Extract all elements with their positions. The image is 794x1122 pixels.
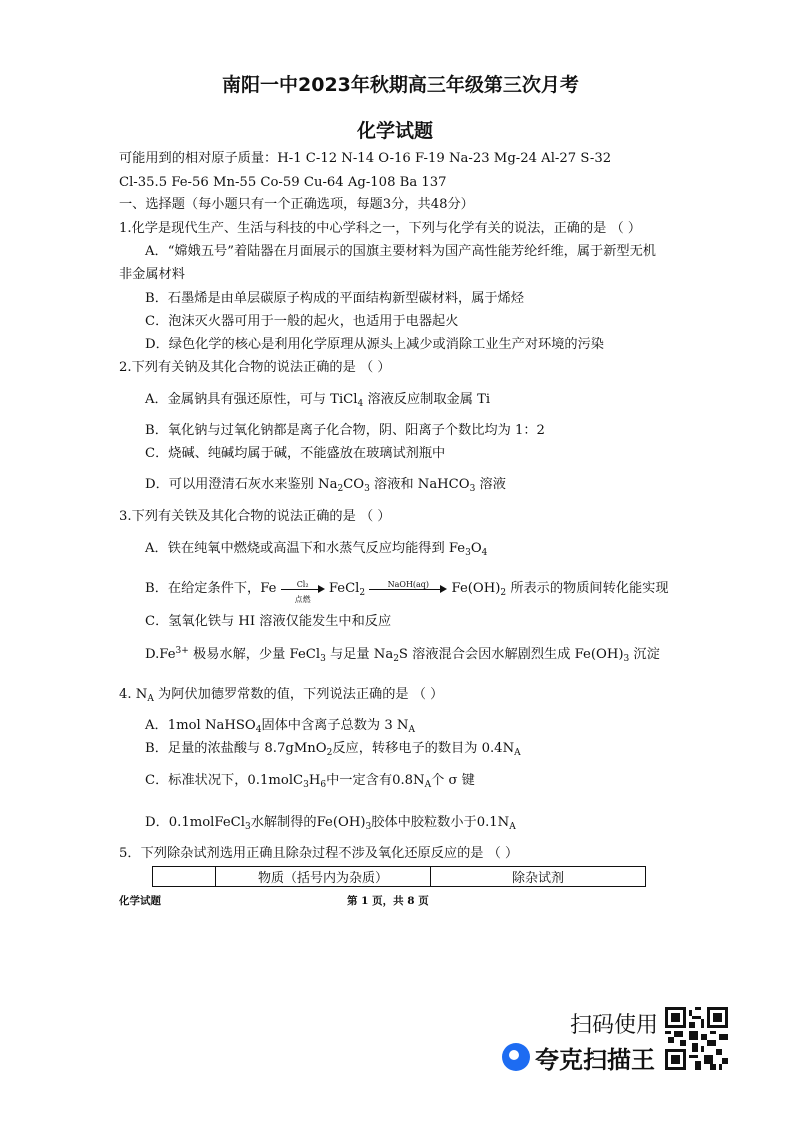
q2-option-b: B．氧化钠与过氧化钠都是离子化合物，阴、阳离子个数比均为 1：2 (145, 423, 545, 438)
q4-option-a: A．1mol NaHSO$_4$固体中含离子总数为 3 $N_A$ (145, 718, 415, 735)
q2-a-text-post: 溶液反应制取金属 Ti (367, 392, 491, 407)
brand-name: 夸克扫描王 (535, 1046, 655, 1074)
q1-option-c: C．泡沫灭火器可用于一般的起火，也适用于电器起火 (145, 314, 459, 329)
q1-option-a-line1: A．“嫦娥五号”着陆器在月面展示的国旗主要材料为国产高性能芳纶纤维，属于新型无机 (145, 244, 656, 259)
q3-b-formula-end: $Fe(OH)_2$ (451, 581, 507, 598)
q2-a-formula: TiCl$_4$ (330, 392, 364, 409)
q2-option-c: C．烧碱、纯碱均属于碱，不能盛放在玻璃试剂瓶中 (145, 446, 446, 461)
q5-stem: 5．下列除杂试剂选用正确且除杂过程不涉及氧化还原反应的是 （ ） (119, 846, 519, 861)
q2-d-text: D．可以用澄清石灰水来鉴别 (145, 477, 314, 492)
q3-b-text: B．在给定条件下，Fe (145, 581, 277, 596)
q4-option-b: B．足量的浓盐酸与 8.7gMnO$_2$反应，转移电子的数目为 $0.4N_A$ (145, 741, 521, 758)
page-title: 南阳一中2023年秋期高三年级第三次月考 (222, 74, 579, 96)
q5-table (152, 866, 646, 887)
q2-a-text: A．金属钠具有强还原性，可与 (145, 392, 326, 407)
q3-option-a (145, 540, 487, 558)
quark-logo-icon (502, 1043, 530, 1071)
q4-na-symbol: 4. $N_A$ (119, 687, 154, 704)
q3-d-ion: $D.Fe^{3+}$ (145, 646, 189, 662)
footer-page-number: 第 1 页，共 8 页 (347, 895, 429, 907)
page-subtitle: 化学试题 (357, 120, 434, 142)
table-header-cell (153, 867, 216, 887)
q2-d-text-post: 溶液 (479, 477, 506, 492)
q3-d-text3: 溶液混合会因水解剧烈生成 (412, 647, 571, 662)
q4-option-d: D．0.1molFeCl$_3$水解制得的$Fe(OH)_3$胶体中胶粒数小于$0.1N_A$ (145, 815, 516, 832)
q1-option-d: D．绿色化学的核心是利用化学原理从源头上减少或消除工业生产对环境的污染 (145, 337, 604, 352)
q2-d-formula1: $Na_2CO_3$ (318, 477, 370, 494)
scan-to-use-text: 扫码使用 (570, 1013, 659, 1038)
atomic-masses-line1: 可能用到的相对原子质量：H-1 C-12 N-14 O-16 F-19 Na-23 Mg-24 Al-27 S-32 (119, 151, 612, 166)
q3-a-text: A．铁在纯氧中燃烧或高温下和水蒸气反应均能得到 (145, 541, 445, 556)
q4-option-c: C．标准状况下，$0.1molC_3H_6$中一定含有$0.8N_A$个 σ 键 (145, 773, 475, 790)
q3-option-b (145, 579, 669, 604)
q3-d-formula1: FeCl$_3$ (289, 647, 326, 664)
footer-left: 化学试题 (119, 895, 161, 907)
q3-d-text1: 极易水解，少量 (193, 647, 286, 662)
q1-stem: 1.化学是现代生产、生活与科技的中心学科之一，下列与化学有关的说法，正确的是 （ ） (119, 221, 642, 236)
table-row (153, 867, 646, 887)
q4-stem (119, 686, 443, 704)
q3-option-d (145, 646, 660, 664)
q3-b-formula-mid: FeCl$_2$ (328, 581, 366, 598)
section-heading: 一、选择题（每小题只有一个正确选项，每题3分，共48分） (119, 197, 474, 212)
reaction-arrow-1: Cl₂ 点燃 (281, 582, 325, 596)
q2-stem: 2.下列有关钠及其化合物的说法正确的是 （ ） (119, 360, 391, 375)
q3-d-formula3: $Fe(OH)_3$ (574, 647, 630, 664)
q3-d-text2: 与足量 (330, 647, 370, 662)
q3-d-formula2: $Na_2S$ (373, 647, 408, 664)
atomic-masses-line2: Cl-35.5 Fe-56 Mn-55 Co-59 Cu-64 Ag-108 Ba 137 (119, 175, 447, 190)
q2-d-formula2: NaHCO$_3$ (417, 477, 476, 494)
q3-stem: 3.下列有关铁及其化合物的说法正确的是 （ ） (119, 509, 391, 524)
table-header-cell: 物质（括号内为杂质） (216, 867, 431, 887)
q2-option-a (145, 391, 490, 409)
q2-d-text-mid: 溶液和 (374, 477, 414, 492)
qr-code-icon[interactable] (665, 1007, 728, 1070)
table-header-cell: 除杂试剂 (431, 867, 646, 887)
q1-option-b: B．石墨烯是由单层碳原子构成的平面结构新型碳材料，属于烯烃 (145, 291, 524, 306)
q3-b-text-post: 所表示的物质间转化能实现 (510, 581, 669, 596)
q1-option-a-line2: 非金属材料 (119, 267, 185, 282)
q3-a-formula: $Fe_3O_4$ (448, 541, 488, 558)
q3-d-text4: 沉淀 (633, 647, 660, 662)
q2-option-d (145, 476, 506, 494)
q4-stem-text: 为阿伏加德罗常数的值，下列说法正确的是 （ ） (158, 687, 444, 702)
q3-option-c: C．氢氧化铁与 HI 溶液仅能发生中和反应 (145, 614, 392, 629)
reaction-arrow-2: NaOH(aq) (369, 582, 447, 596)
